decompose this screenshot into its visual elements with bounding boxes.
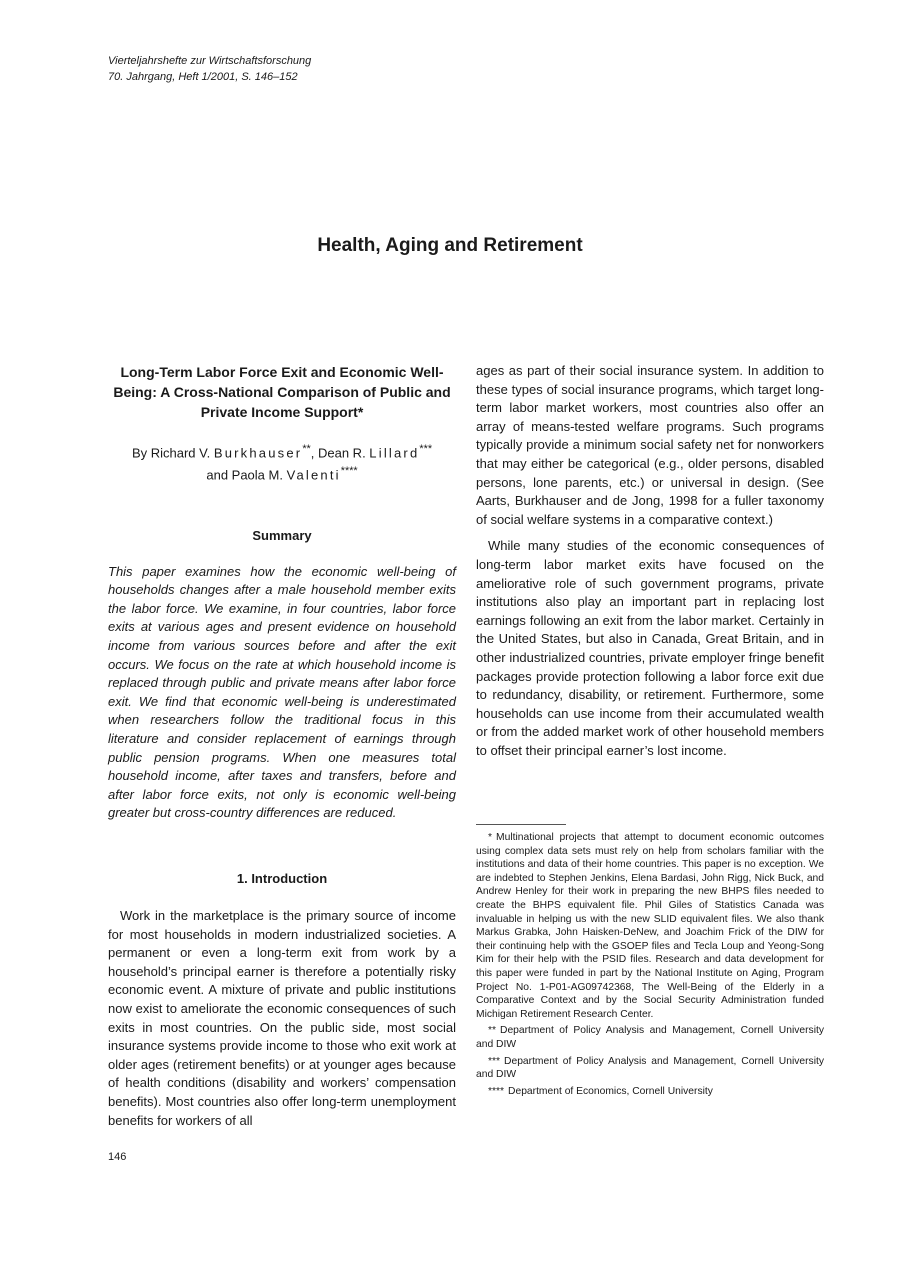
footnote-1 (476, 831, 824, 1021)
byline-sep-2: and Paola M. (206, 467, 287, 483)
right-column (476, 362, 824, 760)
footnote-text: Multinational projects that attempt to document economic outcomes using complex data sets must rely on help from scholars familiar with the institutions and data of their home countries. This paper is no exception. We are indebted to Stephen Jenkins, Elena Bardasi, John Rigg, Nick Buck, and Andrew Henley for their work in preparing the new BHPS files needed to create the BHPS equivalent file. Phil Giles of Statistics Canada was invaluable in helping us with the new SLID equivalent files. We also thank Markus Grabka, John Haisken-DeNew, and Joachim Frick of the DIW for their continuing help with the GSOEP files and Tecla Loup and Yeong-Song Kim for their help with the PSID files. Research and data development for this paper were funded in part by the National Institute on Aging, Program Project No. 1-P01-AG09742368, The Well-Being of the Elderly in a Comparative Context and by the Social Security Administration funded Michigan Retirement Research Center. (476, 832, 824, 1020)
journal-name: Vierteljahrshefte zur Wirtschaftsforschung (108, 55, 312, 67)
section-title: Health, Aging and Retirement (317, 235, 583, 256)
author-lillard: Lillard (369, 445, 420, 461)
intro-paragraph-1: Work in the marketplace is the primary source of income for most households in modern industrialized societies. A permanent or even a long-term exit from work by a household’s principal earner is therefore a potentially risky economic event. A mixture of private and public institutions now exist to ameliorate the economic consequences of such exits in most countries. On the public side, most social insurance systems provide income to those who exit work at older ages (retirement benefits) or at younger ages because of health conditions (disability and workers’ compensation benefits). Most countries also offer long-term unemployment benefits for workers of all (108, 907, 456, 1128)
summary-text: This paper examines how the economic well-being of households changes after a male household member exits the labor force. We examine, in four countries, labor force exits at various ages and present evidence on household income from various sources before and after the exit occurs. We focus on the rate at which household income is replaced through public and private means after labor force exit. We find that economic well-being is underestimated when researchers follow the traditional focus in this literature and consider replacement of earnings through public pension programs. When one measures total household income, after taxes and transfers, before and after labor force exits, not only is economic well-being greater but cross-country differences are reduced. (108, 563, 456, 821)
journal-citation (108, 53, 311, 85)
page-number: 146 (108, 1151, 127, 1163)
left-column (108, 362, 456, 1130)
author-mark-1: ** (302, 443, 311, 455)
body-paragraph-2: While many studies of the economic consequences of long-term labor market exits have focused on the ameliorative role of such government programs, private institutions also play an important part in replacing lost earnings following an exit from the labor market. Certainly in the United States, but also in Canada, Great Britain, and in other industrialized countries, private employer fringe benefit packages provide protection following a labor force exit due to redundancy, disability, or retirement. Furthermore, some households can use income from their accumulated wealth or from the added market work of other household members to offset their principal earner’s lost income. (476, 538, 824, 758)
author-mark-3: **** (340, 465, 358, 478)
footnote-4 (476, 1085, 824, 1099)
footnote-3 (476, 1055, 824, 1082)
footnote-text: Department of Economics, Cornell University (508, 1085, 713, 1097)
article-title: Long-Term Labor Force Exit and Economic Well-Being: A Cross-National Comparison of Public and Private Income Support* (113, 364, 451, 420)
body-paragraph-continued: ages as part of their social insurance system. In addition to these types of social insurance programs, which target long-term labor market workers, most countries also offer an array of means-tested welfare programs. Such programs typically provide a minimum social safety net for nonworkers that may either be categorical (e.g., older persons, disabled persons, lone parents, etc.) or universal in design. (See Aarts, Burkhauser and de Jong, 1998 for a fuller taxonomy of social welfare systems in a comparative context.) (476, 363, 824, 527)
footnote-mark: ** (488, 1025, 497, 1037)
footnote-rule (476, 824, 566, 825)
author-burkhauser: Burkhauser (213, 445, 303, 461)
footnote-mark: *** (488, 1055, 501, 1067)
intro-heading: 1. Introduction (236, 870, 328, 886)
author-mark-2: *** (419, 443, 433, 455)
footnote-mark: **** (488, 1085, 505, 1097)
summary-heading: Summary (252, 527, 312, 543)
byline-prefix: By Richard V. (131, 445, 214, 461)
footnote-2 (476, 1024, 824, 1051)
byline-sep-1: , Dean R. (310, 445, 370, 461)
author-valenti: Valenti (286, 467, 341, 483)
byline (108, 440, 456, 485)
footnote-text: Department of Policy Analysis and Management, Cornell University and DIW (476, 1025, 824, 1050)
footnote-text: Department of Policy Analysis and Management, Cornell University and DIW (476, 1055, 824, 1081)
footnote-mark: * (488, 832, 493, 843)
footnotes (476, 831, 824, 1098)
journal-issue: 70. Jahrgang, Heft 1/2001, S. 146–152 (108, 71, 298, 83)
